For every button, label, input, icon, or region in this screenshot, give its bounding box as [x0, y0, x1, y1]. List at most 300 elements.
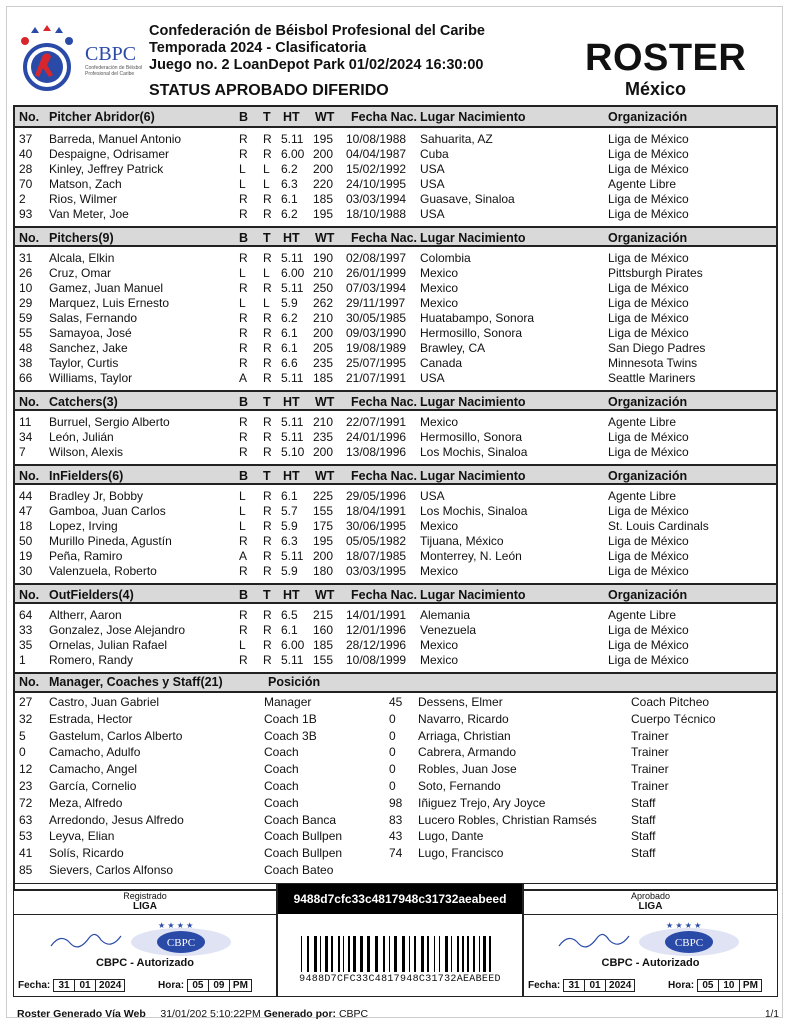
col-wt: WT — [315, 469, 335, 483]
player-no: 55 — [19, 326, 33, 340]
player-t: R — [263, 504, 272, 518]
fecha-label: Fecha: — [18, 980, 51, 991]
player-org: Liga de México — [608, 504, 689, 518]
player-ht: 5.9 — [281, 564, 298, 578]
staff-row — [15, 762, 780, 778]
player-fecha: 04/04/1987 — [346, 147, 407, 161]
player-org: Agente Libre — [608, 177, 677, 191]
barcode-bar — [467, 936, 469, 972]
staff-no: 45 — [389, 695, 403, 709]
hora-hour: 05 — [697, 979, 719, 992]
player-t: R — [263, 281, 272, 295]
player-fecha: 28/12/1996 — [346, 638, 407, 652]
player-b: R — [239, 415, 248, 429]
staff-no: 32 — [19, 711, 33, 726]
barcode-bar — [307, 936, 309, 972]
game-info: Juego no. 2 LoanDepot Park 01/02/2024 16:30:00 — [149, 57, 484, 73]
fecha-day: 31 — [53, 979, 75, 992]
player-lugar: Los Mochis, Sinaloa — [420, 504, 528, 518]
generado-date: 31/01/202 5:10:22PM — [160, 1008, 261, 1020]
col-fecha: Fecha Nac. — [351, 110, 418, 124]
staff-no: 0 — [389, 779, 396, 793]
player-lugar: Mexico — [420, 653, 459, 667]
staff-list — [15, 693, 776, 889]
col-lugar: Lugar Nacimiento — [420, 469, 526, 483]
section-body — [15, 485, 776, 583]
staff-pos: Coach — [264, 779, 299, 793]
player-no: 33 — [19, 623, 33, 637]
player-no: 48 — [19, 341, 33, 355]
col-ht: HT — [283, 110, 300, 124]
player-fecha: 24/10/1995 — [346, 177, 407, 191]
player-row — [15, 355, 776, 370]
barcode-bar — [394, 936, 397, 972]
col-no: No. — [19, 675, 40, 689]
svg-text:★ ★ ★ ★: ★ ★ ★ ★ — [666, 921, 702, 930]
fecha-left — [18, 979, 124, 992]
player-lugar: Venezuela — [420, 623, 477, 637]
player-name: Valenzuela, Roberto — [49, 564, 157, 578]
player-t: R — [263, 326, 272, 340]
col-no: No. — [19, 231, 40, 245]
player-t: R — [263, 638, 272, 652]
player-wt: 190 — [313, 251, 334, 265]
col-no: No. — [19, 469, 40, 483]
player-no: 35 — [19, 638, 33, 652]
player-no: 44 — [19, 489, 33, 503]
player-b: R — [239, 653, 248, 667]
generado-por: CBPC — [338, 1008, 369, 1020]
player-org: Liga de México — [608, 296, 689, 310]
player-org: Liga de México — [608, 534, 689, 548]
col-t: T — [263, 395, 271, 409]
staff-name: Arredondo, Jesus Alfredo — [49, 812, 184, 827]
staff-no: 63 — [19, 812, 33, 827]
section-title: Catchers(3) — [49, 395, 118, 409]
staff-name: Dessens, Elmer — [418, 695, 503, 709]
player-wt: 210 — [313, 415, 334, 429]
hora-left — [158, 979, 251, 992]
col-t: T — [263, 469, 271, 483]
player-b: L — [239, 519, 246, 533]
player-name: Sanchez, Jake — [49, 341, 128, 355]
player-t: R — [263, 132, 272, 146]
col-ht: HT — [283, 469, 300, 483]
player-ht: 6.1 — [281, 341, 298, 355]
player-b: L — [239, 504, 246, 518]
player-lugar: Mexico — [420, 415, 459, 429]
player-ht: 6.00 — [281, 266, 305, 280]
player-name: Barreda, Manuel Antonio — [49, 132, 182, 146]
player-lugar: Mexico — [420, 296, 459, 310]
staff-no: 0 — [19, 745, 26, 760]
player-t: R — [263, 371, 272, 385]
player-no: 2 — [19, 192, 26, 206]
hora-hour: 05 — [187, 979, 209, 992]
col-org: Organización — [608, 110, 688, 124]
player-ht: 5.10 — [281, 445, 305, 459]
player-fecha: 30/05/1985 — [346, 311, 407, 325]
player-no: 38 — [19, 356, 33, 370]
player-org: St. Louis Cardinals — [608, 519, 709, 533]
player-b: L — [239, 162, 246, 176]
player-fecha: 22/07/1991 — [346, 415, 407, 429]
staff-no: 74 — [389, 846, 403, 861]
player-wt: 185 — [313, 192, 334, 206]
staff-row — [15, 813, 780, 829]
roster-hash: 9488d7cfc33c4817948c31732aeabeed — [278, 884, 522, 914]
player-lugar: Cuba — [420, 147, 449, 161]
staff-row — [15, 745, 780, 761]
player-no: 37 — [19, 132, 33, 146]
svg-text:★ ★ ★ ★: ★ ★ ★ ★ — [158, 921, 194, 930]
section-title: Pitchers(9) — [49, 231, 114, 245]
staff-row — [15, 846, 780, 862]
player-b: L — [239, 177, 246, 191]
player-lugar: Sahuarita, AZ — [420, 132, 493, 146]
player-no: 66 — [19, 371, 33, 385]
player-no: 93 — [19, 207, 33, 221]
barcode-bar — [314, 936, 317, 972]
player-ht: 6.1 — [281, 489, 298, 503]
registrado-box — [13, 883, 277, 997]
staff-no: 72 — [19, 795, 33, 810]
player-no: 59 — [19, 311, 33, 325]
col-ht: HT — [283, 395, 300, 409]
section-header — [15, 107, 776, 128]
player-ht: 6.3 — [281, 177, 298, 191]
staff-pos: Coach Bullpen — [264, 846, 343, 861]
player-lugar: USA — [420, 371, 445, 385]
barcode-bar — [473, 936, 475, 972]
col-fecha: Fecha Nac. — [351, 395, 418, 409]
player-b: L — [239, 638, 246, 652]
staff-pos: Staff — [631, 829, 656, 844]
player-ht: 6.1 — [281, 623, 298, 637]
player-ht: 5.7 — [281, 504, 298, 518]
player-org: Liga de México — [608, 311, 689, 325]
player-b: L — [239, 489, 246, 503]
barcode-bar — [439, 936, 440, 972]
player-name: Kinley, Jeffrey Patrick — [49, 162, 164, 176]
col-lugar: Lugar Nacimiento — [420, 231, 526, 245]
staff-name: Sievers, Carlos Alfonso — [49, 863, 174, 877]
player-t: R — [263, 534, 272, 548]
player-row — [15, 265, 776, 280]
player-row — [15, 191, 776, 206]
signature-seal-icon — [554, 920, 754, 958]
player-name: Taylor, Curtis — [49, 356, 119, 370]
hora-label: Hora: — [668, 980, 695, 991]
staff-row — [15, 729, 780, 745]
col-org: Organización — [608, 588, 688, 602]
cbpc-logo-icon — [17, 25, 77, 91]
player-wt: 250 — [313, 281, 334, 295]
player-fecha: 25/07/1995 — [346, 356, 407, 370]
registrado-label: Registrado — [123, 891, 167, 901]
player-wt: 200 — [313, 549, 334, 563]
player-fecha: 14/01/1991 — [346, 608, 407, 622]
barcode-bar — [489, 936, 491, 972]
player-org: Pittsburgh Pirates — [608, 266, 703, 280]
player-no: 7 — [19, 445, 26, 459]
player-name: Cruz, Omar — [49, 266, 112, 280]
staff-no: 5 — [19, 728, 26, 743]
player-name: Lopez, Irving — [49, 519, 118, 533]
staff-no: 0 — [389, 745, 396, 760]
staff-name: Cabrera, Armando — [418, 745, 517, 760]
player-row — [15, 607, 776, 622]
player-row — [15, 488, 776, 503]
player-fecha: 13/08/1996 — [346, 445, 407, 459]
player-b: R — [239, 534, 248, 548]
player-lugar: USA — [420, 207, 445, 221]
player-no: 28 — [19, 162, 33, 176]
player-wt: 195 — [313, 207, 334, 221]
barcode-bar — [462, 936, 464, 972]
col-lugar: Lugar Nacimiento — [420, 395, 526, 409]
player-no: 26 — [19, 266, 33, 280]
aprobado-value: LIGA — [638, 901, 663, 912]
staff-row — [15, 863, 385, 879]
staff-name: Navarro, Ricardo — [418, 711, 509, 726]
player-t: R — [263, 653, 272, 667]
section-body — [15, 247, 776, 390]
player-t: R — [263, 192, 272, 206]
player-org: Agente Libre — [608, 489, 677, 503]
col-no: No. — [19, 588, 40, 602]
player-ht: 5.9 — [281, 296, 298, 310]
roster-title: ROSTER — [585, 37, 747, 79]
staff-pos: Trainer — [631, 728, 669, 743]
player-no: 19 — [19, 549, 33, 563]
player-no: 34 — [19, 430, 33, 444]
player-fecha: 29/11/1997 — [346, 296, 406, 310]
section-header — [15, 583, 776, 604]
staff-name: Meza, Alfredo — [49, 795, 123, 810]
player-no: 1 — [19, 653, 26, 667]
player-t: L — [263, 162, 270, 176]
player-row — [15, 131, 776, 146]
player-ht: 5.11 — [281, 281, 304, 295]
staff-name: Lucero Robles, Christian Ramsés — [418, 812, 597, 827]
player-org: Liga de México — [608, 623, 689, 637]
player-t: R — [263, 147, 272, 161]
player-name: Matson, Zach — [49, 177, 122, 191]
player-fecha: 29/05/1996 — [346, 489, 407, 503]
player-t: R — [263, 519, 272, 533]
player-no: 50 — [19, 534, 33, 548]
player-ht: 5.11 — [281, 653, 304, 667]
player-ht: 6.2 — [281, 311, 298, 325]
barcode-text: 9488D7CFC33C4817948C31732AEABEED — [299, 974, 501, 985]
player-wt: 225 — [313, 489, 334, 503]
roster-sections — [15, 107, 776, 672]
section-header — [15, 464, 776, 485]
player-name: Peña, Ramiro — [49, 549, 123, 563]
svg-text:CBPC: CBPC — [674, 937, 704, 949]
player-name: Williams, Taylor — [49, 371, 133, 385]
player-ht: 5.11 — [281, 371, 304, 385]
player-ht: 5.11 — [281, 251, 304, 265]
hora-label: Hora: — [158, 980, 185, 991]
player-wt: 195 — [313, 132, 334, 146]
col-b: B — [239, 588, 249, 602]
staff-pos: Manager — [264, 695, 312, 709]
barcode-box — [277, 883, 523, 997]
player-ht: 6.00 — [281, 638, 305, 652]
status-line: STATUS APROBADO DIFERIDO — [149, 82, 389, 99]
player-name: Altherr, Aaron — [49, 608, 122, 622]
col-t: T — [263, 110, 271, 124]
player-b: R — [239, 251, 248, 265]
player-row — [15, 206, 776, 221]
col-wt: WT — [315, 395, 335, 409]
barcode-bar — [360, 936, 363, 972]
player-lugar: USA — [420, 162, 445, 176]
confederation-title: Confederación de Béisbol Profesional del Caribe — [149, 23, 485, 39]
player-org: Seattle Mariners — [608, 371, 696, 385]
player-lugar: Mexico — [420, 281, 459, 295]
player-ht: 6.2 — [281, 162, 298, 176]
page-number: 1/1 — [765, 1009, 779, 1020]
season-title: Temporada 2024 - Clasificatoria — [149, 40, 367, 56]
player-name: León, Julián — [49, 430, 114, 444]
player-name: Gonzalez, Jose Alejandro — [49, 623, 186, 637]
player-org: Agente Libre — [608, 415, 677, 429]
barcode-bar — [325, 936, 328, 972]
player-b: R — [239, 326, 248, 340]
player-t: R — [263, 430, 272, 444]
player-wt: 160 — [313, 623, 334, 637]
section-title: Pitcher Abridor(6) — [49, 110, 155, 124]
player-lugar: Mexico — [420, 564, 459, 578]
player-lugar: Mexico — [420, 519, 459, 533]
fecha-day: 31 — [563, 979, 585, 992]
player-fecha: 05/05/1982 — [346, 534, 407, 548]
barcode-bar — [409, 936, 410, 972]
player-t: R — [263, 311, 272, 325]
player-name: Despaigne, Odrisamer — [49, 147, 170, 161]
player-b: L — [239, 296, 246, 310]
player-org: San Diego Padres — [608, 341, 706, 355]
player-fecha: 10/08/1999 — [346, 653, 407, 667]
player-row — [15, 637, 776, 652]
staff-no: 41 — [19, 846, 33, 861]
player-name: Wilson, Alexis — [49, 445, 124, 459]
staff-name: Robles, Juan Jose — [418, 762, 517, 777]
player-org: Liga de México — [608, 564, 689, 578]
player-fecha: 18/10/1988 — [346, 207, 407, 221]
autorizado-label: CBPC - Autorizado — [96, 957, 194, 969]
col-ht: HT — [283, 231, 300, 245]
barcode-bar — [338, 936, 340, 972]
player-org: Liga de México — [608, 162, 689, 176]
autorizado-label: CBPC - Autorizado — [601, 957, 700, 969]
staff-pos: Coach Banca — [264, 812, 337, 827]
col-posicion: Posición — [268, 675, 321, 689]
generado-label: Roster Generado Vía Web — [17, 1008, 146, 1020]
player-ht: 5.11 — [281, 430, 304, 444]
player-row — [15, 548, 776, 563]
player-ht: 6.00 — [281, 147, 305, 161]
player-t: R — [263, 608, 272, 622]
aprobado-label: Aprobado — [630, 891, 671, 901]
hora-minute: 10 — [718, 979, 740, 992]
player-lugar: USA — [420, 177, 445, 191]
staff-pos: Coach — [264, 762, 299, 777]
col-fecha: Fecha Nac. — [351, 231, 418, 245]
player-fecha: 21/07/1991 — [346, 371, 407, 385]
player-wt: 215 — [313, 608, 334, 622]
fecha-month: 01 — [74, 979, 96, 992]
player-wt: 200 — [313, 162, 334, 176]
staff-name: Gastelum, Carlos Alberto — [49, 728, 183, 743]
player-org: Liga de México — [608, 653, 689, 667]
barcode-bar — [421, 936, 424, 972]
player-fecha: 03/03/1995 — [346, 564, 407, 578]
player-fecha: 18/04/1991 — [346, 504, 407, 518]
player-wt: 235 — [313, 356, 334, 370]
barcode-icon — [300, 936, 502, 972]
player-wt: 185 — [313, 371, 334, 385]
player-fecha: 30/06/1995 — [346, 519, 407, 533]
barcode-bar — [375, 936, 378, 972]
staff-row — [15, 796, 780, 812]
col-fecha: Fecha Nac. — [351, 588, 418, 602]
player-org: Liga de México — [608, 207, 689, 221]
player-b: R — [239, 147, 248, 161]
player-b: R — [239, 356, 248, 370]
barcode-bar — [367, 936, 370, 972]
player-name: Marquez, Luis Ernesto — [49, 296, 170, 310]
roster-document — [6, 6, 783, 1018]
section-header — [15, 390, 776, 411]
barcode-bar — [383, 936, 385, 972]
player-org: Liga de México — [608, 251, 689, 265]
col-b: B — [239, 395, 249, 409]
player-row — [15, 429, 776, 444]
player-lugar: Mexico — [420, 638, 459, 652]
player-name: Salas, Fernando — [49, 311, 138, 325]
section-title: InFielders(6) — [49, 469, 124, 483]
player-row — [15, 444, 776, 459]
player-b: R — [239, 207, 248, 221]
staff-name: Soto, Fernando — [418, 779, 501, 793]
generado-por-label: Generado por: — [263, 1008, 337, 1020]
player-no: 70 — [19, 177, 33, 191]
player-name: Romero, Randy — [49, 653, 134, 667]
player-name: Ornelas, Julian Rafael — [49, 638, 168, 652]
staff-no: 12 — [19, 762, 33, 777]
player-t: L — [263, 266, 270, 280]
staff-pos: Coach Bateo — [264, 863, 334, 877]
staff-name: Lugo, Dante — [418, 829, 484, 844]
player-wt: 200 — [313, 326, 334, 340]
col-wt: WT — [315, 588, 335, 602]
col-b: B — [239, 469, 249, 483]
staff-pos: Coach — [264, 745, 299, 760]
player-ht: 5.11 — [281, 549, 304, 563]
player-b: L — [239, 266, 246, 280]
player-org: Liga de México — [608, 430, 689, 444]
player-fecha: 09/03/1990 — [346, 326, 407, 340]
player-name: Gamez, Juan Manuel — [49, 281, 164, 295]
staff-row — [15, 829, 780, 845]
player-b: R — [239, 311, 248, 325]
player-ht: 6.1 — [281, 326, 298, 340]
staff-name: Estrada, Hector — [49, 711, 133, 726]
